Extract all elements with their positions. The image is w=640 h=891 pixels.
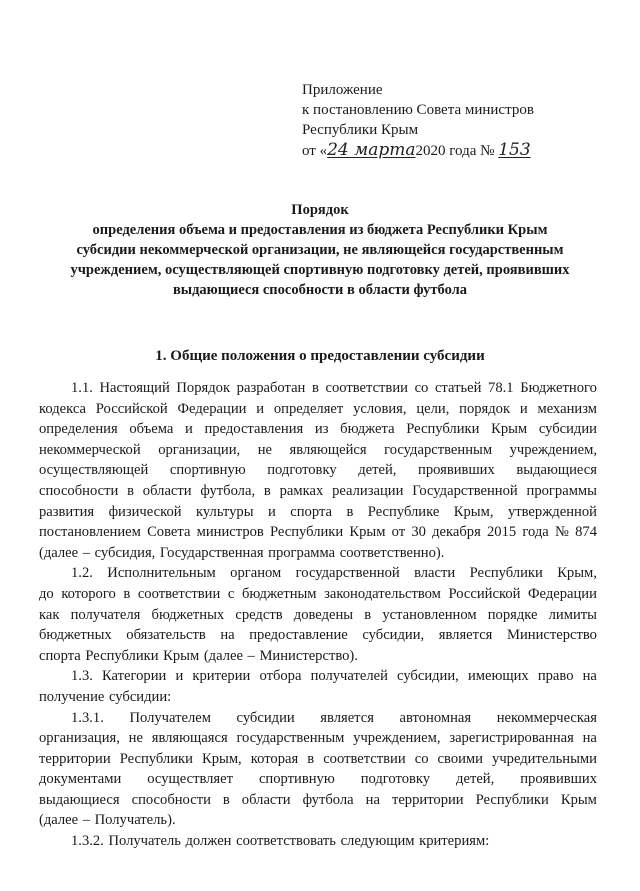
word: лимиты (548, 606, 597, 623)
word: Получатель). (94, 812, 176, 829)
word: определения (39, 421, 118, 438)
word: утвержденной (507, 503, 597, 520)
handwritten-date: 24 марта (327, 140, 416, 160)
word: учреждением, (509, 441, 597, 458)
word: следующим (340, 833, 415, 850)
body-line (39, 522, 597, 543)
word: реализации (332, 482, 404, 499)
word: – (247, 647, 255, 664)
word: не (257, 441, 273, 458)
word: и (185, 421, 193, 438)
word: со (414, 750, 429, 767)
word: области (142, 482, 192, 499)
body-line (39, 810, 597, 831)
handwritten-number: 153 (498, 140, 531, 160)
word: № (554, 524, 569, 541)
word: разработан (236, 380, 306, 396)
word: территории (39, 750, 111, 767)
word: футбола, (200, 482, 256, 499)
word: в (346, 503, 354, 520)
word: бюджетных (151, 606, 225, 623)
title-line: учреждением, осуществляющей спортивную подготовку детей, проявивших (70, 262, 570, 278)
word: Крым (560, 791, 597, 808)
word: 2015 (487, 524, 517, 541)
word: Федерации (528, 585, 597, 602)
word: 1.3. (71, 668, 93, 685)
body-line (39, 666, 597, 687)
word: бюджета (340, 421, 395, 438)
word: от (391, 524, 406, 541)
word: являющаяся (151, 730, 228, 747)
word: организация, (39, 730, 120, 747)
word: в (123, 585, 131, 602)
word: Крым, (201, 750, 242, 767)
word: Российской (448, 585, 521, 602)
word: Совета (147, 524, 191, 541)
word: осуществляющей (39, 462, 149, 479)
word: Республики (119, 750, 193, 767)
word: 1.3.1. (71, 709, 104, 726)
appendix-republic: Республики Крым (302, 122, 419, 138)
word: Настоящий (99, 380, 170, 396)
appendix-block (302, 80, 534, 161)
appendix-date-line (302, 140, 534, 161)
word: области (241, 791, 291, 808)
word: на (582, 668, 597, 685)
title-line: Порядок (291, 202, 349, 218)
word: получателей (310, 668, 388, 685)
word: Крым (491, 421, 528, 438)
body-line (39, 769, 597, 790)
word: программа (268, 544, 336, 561)
word: Республики (469, 565, 543, 582)
word: Бюджетного (520, 380, 597, 396)
word: своими (437, 750, 483, 767)
word: в (364, 606, 372, 623)
word: автономная (399, 709, 472, 726)
word: министров (196, 524, 264, 541)
word: субсидии: (109, 688, 172, 705)
word: объема (129, 421, 174, 438)
word: 30 (411, 524, 426, 541)
appendix-reference: к постановлению Совета министров (302, 102, 534, 118)
word: критериям: (419, 833, 490, 850)
word: детей, (456, 771, 495, 788)
word: соответственно). (339, 544, 445, 561)
body-line (39, 563, 597, 584)
word: порядок (459, 400, 511, 417)
word: законодательством (324, 585, 441, 602)
word: развития (39, 503, 95, 520)
word: Крым (163, 647, 200, 664)
word: проявивших (520, 771, 597, 788)
document-title (40, 200, 600, 300)
word: на (220, 627, 235, 644)
word: государственным (384, 441, 493, 458)
word: территории (391, 791, 464, 808)
word: предоставление (249, 627, 348, 644)
word: получателя (70, 606, 141, 623)
word: способности (131, 791, 211, 808)
word: Республики (475, 791, 549, 808)
word: (далее (39, 544, 79, 561)
word: постановлением (39, 524, 141, 541)
word: спортивную (258, 771, 335, 788)
word: и (175, 668, 184, 685)
word: предоставления (204, 421, 304, 438)
word: спорта (290, 503, 332, 520)
body-line (39, 584, 597, 605)
word: (далее (39, 812, 79, 829)
word: субсидии (538, 421, 597, 438)
word: декабря (432, 524, 481, 541)
word: определяет (273, 400, 344, 417)
word: с (227, 585, 235, 602)
word: бюджетных (39, 627, 112, 644)
word: организации, (158, 441, 241, 458)
word: Получателем (129, 709, 211, 726)
word: в (307, 750, 315, 767)
body-line (39, 378, 597, 399)
word: власти (414, 565, 456, 582)
word: Министерство). (259, 647, 358, 664)
word: – (82, 544, 91, 561)
word: Федерации (177, 400, 247, 417)
word: выдающиеся (516, 462, 597, 479)
body-line (39, 502, 597, 523)
word: со (414, 380, 429, 396)
word: Порядок (176, 380, 231, 396)
body-line (39, 440, 597, 461)
word: зарегистрированная (449, 730, 574, 747)
word: в (311, 380, 319, 396)
word: и (267, 503, 276, 520)
word: является (320, 709, 374, 726)
word: программы (526, 482, 597, 499)
title-line: выдающиеся способности в области футбола (172, 282, 468, 298)
word: в (127, 482, 134, 499)
word: культуры (196, 503, 254, 520)
word: способности (39, 482, 119, 499)
document-body (39, 378, 597, 852)
body-line (39, 790, 597, 811)
body-line (39, 831, 597, 852)
word: на (582, 730, 597, 747)
word: 1.1. (71, 380, 93, 396)
word: детей, (358, 462, 397, 479)
word: выдающиеся (39, 791, 120, 808)
word: средств (235, 606, 283, 623)
word: получение (39, 688, 105, 705)
word: 874 (575, 524, 597, 541)
word: 1.2. (71, 565, 93, 582)
word: Государственной (412, 482, 518, 499)
word: право (537, 668, 574, 685)
body-line (39, 708, 597, 729)
word: Крым, (557, 565, 597, 582)
word: физической (108, 503, 182, 520)
body-line (39, 481, 597, 502)
word: в (263, 482, 271, 499)
word: не (128, 730, 143, 747)
word: документами (39, 771, 122, 788)
word: учреждением, (353, 730, 441, 747)
word: кодекса (39, 400, 86, 417)
word: обязательств (126, 627, 206, 644)
body-line (39, 460, 597, 481)
word: и (256, 400, 265, 417)
word: государственной (295, 565, 400, 582)
body-line (39, 605, 597, 626)
word: в (222, 791, 230, 808)
word: Категории (102, 668, 167, 685)
word: Государственная (159, 544, 264, 561)
word: являющейся (289, 441, 367, 458)
word: является (438, 627, 493, 644)
word: Получатель (108, 833, 181, 850)
word: (далее (203, 647, 243, 664)
word: субсидии (236, 709, 295, 726)
word: которая (250, 750, 299, 767)
word: рамках (279, 482, 324, 499)
word: установленном (382, 606, 477, 623)
word: субсидия, (94, 544, 156, 561)
word: статьей (434, 380, 482, 396)
word: соответствии (137, 585, 221, 602)
word: порядке (487, 606, 538, 623)
word: условия, (353, 400, 407, 417)
word: Исполнительным (107, 565, 216, 582)
word: имеющих (467, 668, 529, 685)
word: подготовку (267, 462, 337, 479)
word: критерии (192, 668, 251, 685)
title-line: субсидии некоммерческой организации, не являющейся государственным (76, 242, 564, 258)
word: субсидии, (362, 627, 425, 644)
word: года (522, 524, 549, 541)
body-line (39, 625, 597, 646)
body-line (39, 399, 597, 420)
word: Российской (95, 400, 168, 417)
word: доведены (293, 606, 354, 623)
word: и (519, 400, 528, 417)
word: Республики (85, 647, 159, 664)
word: органом (230, 565, 282, 582)
word: Крым (349, 524, 386, 541)
word: на (365, 791, 380, 808)
word: некоммерческой (39, 441, 141, 458)
word: как (39, 606, 60, 623)
word: Республики (406, 421, 480, 438)
date-year: 2020 года № (415, 143, 495, 159)
word: государственным (236, 730, 345, 747)
section-heading: 1. Общие положения о предоставлении субсидии (155, 348, 485, 364)
body-line (39, 543, 597, 564)
word: 78.1 (488, 380, 514, 396)
word: – (82, 812, 91, 829)
word: Республики (270, 524, 344, 541)
word: проявивших (418, 462, 495, 479)
date-prefix: от « (302, 143, 328, 159)
word: бюджетным (241, 585, 317, 602)
word: механизм (537, 400, 597, 417)
word: осуществляет (147, 771, 233, 788)
title-line: определения объема и предоставления из бюджета Республики Крым (92, 222, 548, 238)
word: из (314, 421, 329, 438)
word: соответствии (323, 750, 406, 767)
word: цели, (416, 400, 450, 417)
body-line (39, 646, 597, 667)
word: подготовку (360, 771, 431, 788)
word: спортивную (169, 462, 246, 479)
word: Крым, (453, 503, 494, 520)
word: соответствовать (236, 833, 336, 850)
word: некоммерческая (496, 709, 597, 726)
body-line (39, 419, 597, 440)
word: учредительными (492, 750, 597, 767)
word: до (39, 585, 54, 602)
word: которого (61, 585, 116, 602)
word: отбора (259, 668, 302, 685)
word: 1.3.2. (71, 833, 104, 850)
word: Министерство (507, 627, 597, 644)
word: Республике (367, 503, 440, 520)
word: спорта (39, 647, 81, 664)
word: должен (185, 833, 232, 850)
body-line (39, 749, 597, 770)
word: соответствии (325, 380, 408, 396)
body-line (39, 728, 597, 749)
body-line (39, 687, 597, 708)
word: футбола (302, 791, 354, 808)
word: субсидии, (397, 668, 459, 685)
appendix-label: Приложение (302, 82, 383, 98)
